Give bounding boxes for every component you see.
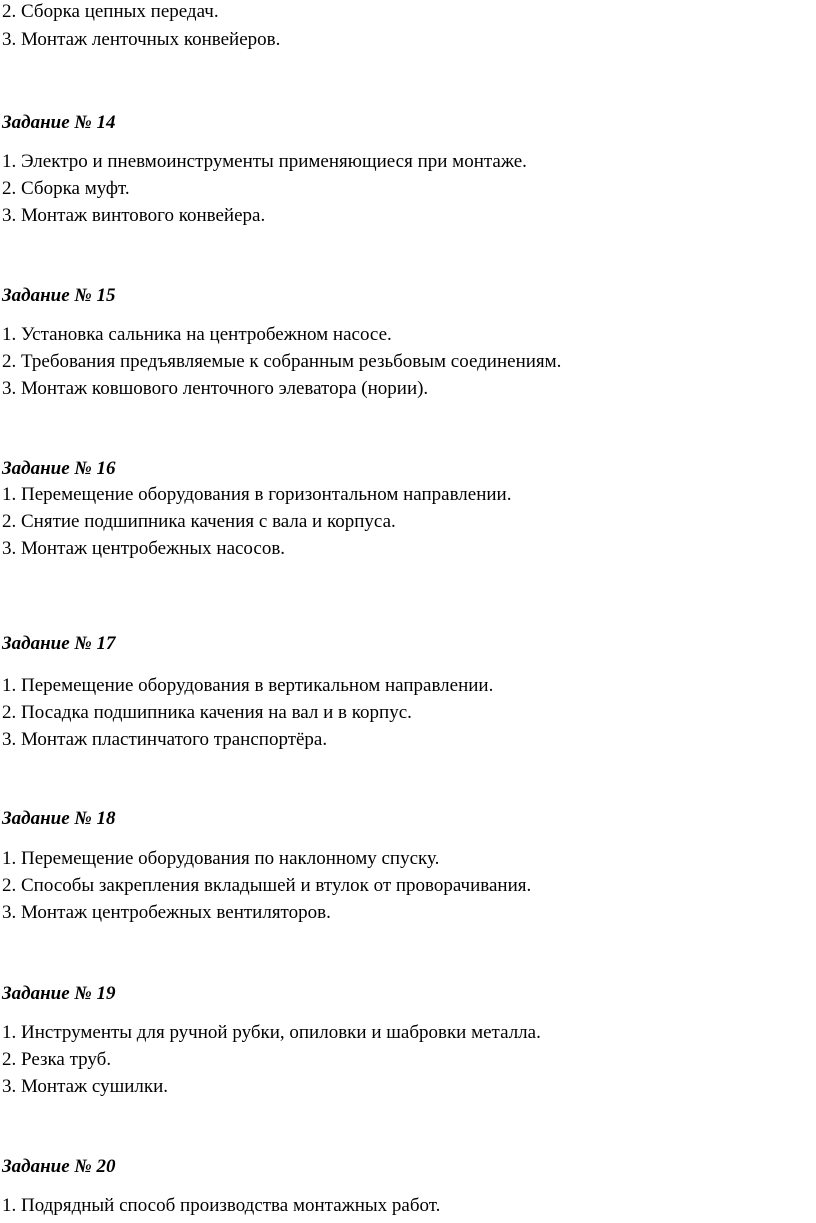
task-18-heading: Задание № 18 — [2, 808, 116, 829]
task-19-item-3: 3. Монтаж сушилки. — [2, 1076, 169, 1097]
task-17-item-3: 3. Монтаж пластинчатого транспортёра. — [2, 729, 328, 750]
task-15-item-1: 1. Установка сальника на центробежном насосе. — [2, 324, 392, 345]
task-19-item-2: 2. Резка труб. — [2, 1049, 112, 1070]
task-16-heading: Задание № 16 — [2, 458, 116, 479]
task-16-item-3: 3. Монтаж центробежных насосов. — [2, 538, 286, 559]
intro-line-3: 3. Монтаж ленточных конвейеров. — [2, 29, 281, 50]
intro-line-2: 2. Сборка цепных передач. — [2, 1, 219, 22]
task-15-heading: Задание № 15 — [2, 285, 116, 306]
task-17-item-2: 2. Посадка подшипника качения на вал и в корпус. — [2, 702, 412, 723]
task-19-heading: Задание № 19 — [2, 983, 116, 1004]
task-18-item-1: 1. Перемещение оборудования по наклонному спуску. — [2, 848, 440, 869]
task-18-item-2: 2. Способы закрепления вкладышей и втулок от проворачивания. — [2, 875, 532, 896]
task-18-item-3: 3. Монтаж центробежных вентиляторов. — [2, 902, 331, 923]
task-20-heading: Задание № 20 — [2, 1156, 116, 1177]
task-19-item-1: 1. Инструменты для ручной рубки, опиловки и шабровки металла. — [2, 1022, 541, 1043]
task-15-item-2: 2. Требования предъявляемые к собранным резьбовым соединениям. — [2, 351, 562, 372]
task-14-item-2: 2. Сборка муфт. — [2, 178, 130, 199]
task-14-item-3: 3. Монтаж винтового конвейера. — [2, 205, 266, 226]
task-20-item-1: 1. Подрядный способ производства монтажных работ. — [2, 1195, 441, 1216]
task-14-heading: Задание № 14 — [2, 112, 116, 133]
task-17-item-1: 1. Перемещение оборудования в вертикальном направлении. — [2, 675, 494, 696]
task-15-item-3: 3. Монтаж ковшового ленточного элеватора (нории). — [2, 378, 429, 399]
task-16-item-2: 2. Снятие подшипника качения с вала и корпуса. — [2, 511, 396, 532]
task-14-item-1: 1. Электро и пневмоинструменты применяющиеся при монтаже. — [2, 151, 527, 172]
task-16-item-1: 1. Перемещение оборудования в горизонтальном направлении. — [2, 484, 512, 505]
task-17-heading: Задание № 17 — [2, 633, 116, 654]
